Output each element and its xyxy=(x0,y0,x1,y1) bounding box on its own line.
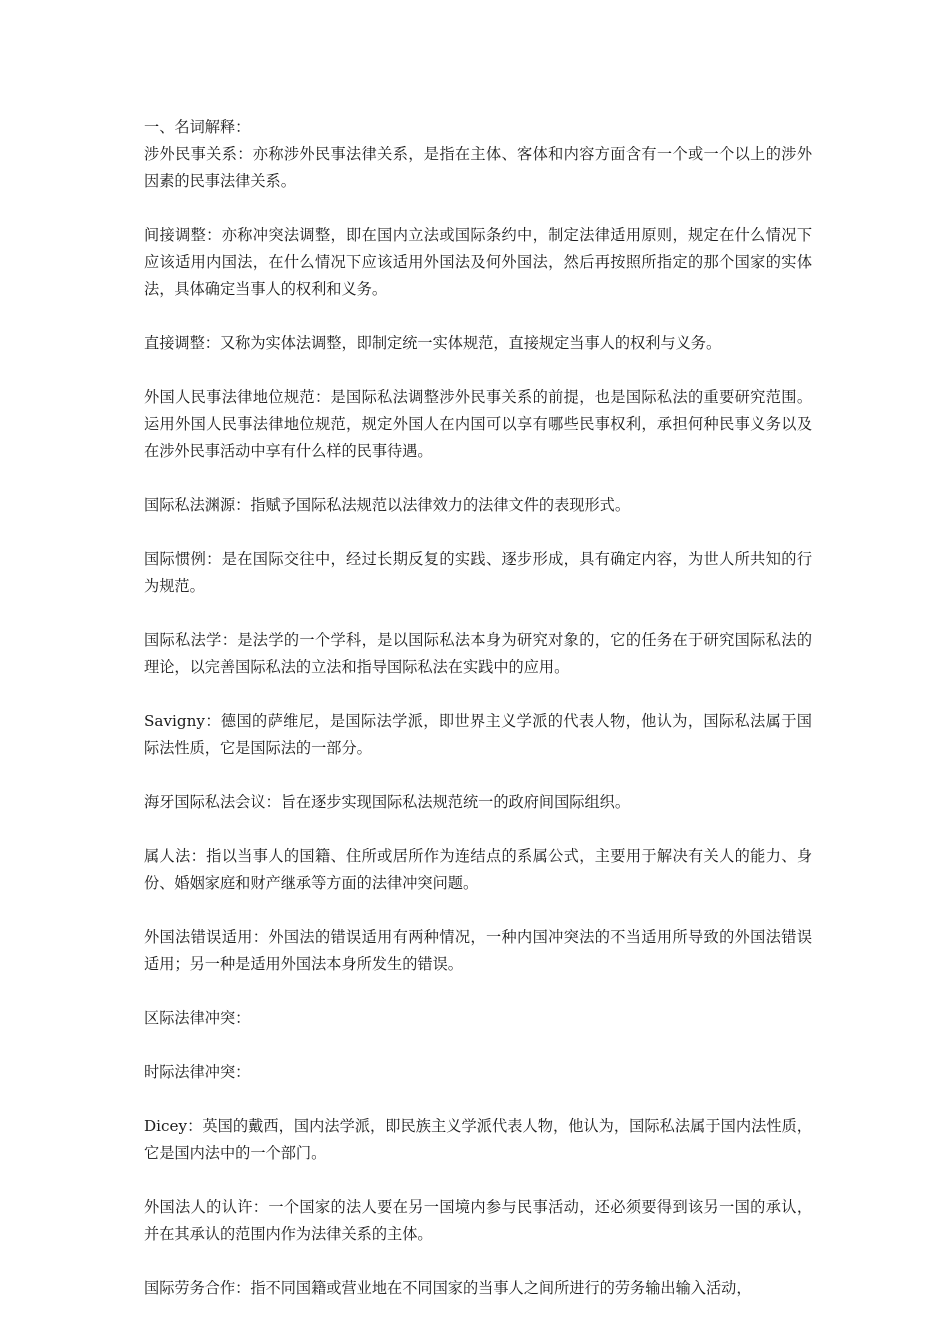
definition-paragraph: 海牙国际私法会议：旨在逐步实现国际私法规范统一的政府间国际组织。 xyxy=(144,793,630,811)
definition-paragraph: 外国法人的认许：一个国家的法人要在另一国境内参与民事活动，还必须要得到该另一国的承认，并在其承认的范围内作为法律关系的主体。 xyxy=(144,1198,812,1243)
definition-paragraph: 国际私法渊源：指赋予国际私法规范以法律效力的法律文件的表现形式。 xyxy=(144,496,630,514)
definition-paragraph: 外国人民事法律地位规范：是国际私法调整涉外民事关系的前提，也是国际私法的重要研究范围。运用外国人民事法律地位规范，规定外国人在内国可以享有哪些民事权利，承担何种民事义务以及在涉外民事活动中享有什么样的民事待遇。 xyxy=(144,388,812,460)
definition-paragraph: 区际法律冲突： xyxy=(144,1009,251,1027)
definition-paragraph: 国际私法学：是法学的一个学科，是以国际私法本身为研究对象的，它的任务在于研究国际私法的理论，以完善国际私法的立法和指导国际私法在实践中的应用。 xyxy=(144,631,812,676)
document-page xyxy=(144,114,812,1329)
definition-paragraph: 时际法律冲突： xyxy=(144,1063,251,1081)
definition-paragraph: 国际惯例：是在国际交往中，经过长期反复的实践、逐步形成，具有确定内容，为世人所共知的行为规范。 xyxy=(144,550,812,595)
definition-paragraph: 直接调整：又称为实体法调整，即制定统一实体规范，直接规定当事人的权利与义务。 xyxy=(144,334,722,352)
definition-paragraph: Savigny：德国的萨维尼，是国际法学派，即世界主义学派的代表人物，他认为，国际私法属于国际法性质，它是国际法的一部分。 xyxy=(144,712,812,757)
definition-paragraph: 涉外民事关系：亦称涉外民事法律关系，是指在主体、客体和内容方面含有一个或一个以上的涉外因素的民事法律关系。 xyxy=(144,145,812,190)
definition-paragraph: 间接调整：亦称冲突法调整，即在国内立法或国际条约中，制定法律适用原则，规定在什么情况下应该适用内国法，在什么情况下应该适用外国法及何外国法，然后再按照所指定的那个国家的实体法，具体确定当事人的权利和义务。 xyxy=(144,226,812,298)
definition-paragraph: 属人法：指以当事人的国籍、住所或居所作为连结点的系属公式，主要用于解决有关人的能力、身份、婚姻家庭和财产继承等方面的法律冲突问题。 xyxy=(144,847,812,892)
definition-paragraph: 外国法错误适用：外国法的错误适用有两种情况，一种内国冲突法的不当适用所导致的外国法错误适用；另一种是适用外国法本身所发生的错误。 xyxy=(144,928,812,973)
definition-paragraph: Dicey：英国的戴西，国内法学派，即民族主义学派代表人物，他认为，国际私法属于国内法性质，它是国内法中的一个部门。 xyxy=(144,1117,812,1162)
section-heading: 一、名词解释： xyxy=(144,118,251,136)
definition-paragraph: 国际劳务合作：指不同国籍或营业地在不同国家的当事人之间所进行的劳务输出输入活动， xyxy=(144,1279,752,1297)
